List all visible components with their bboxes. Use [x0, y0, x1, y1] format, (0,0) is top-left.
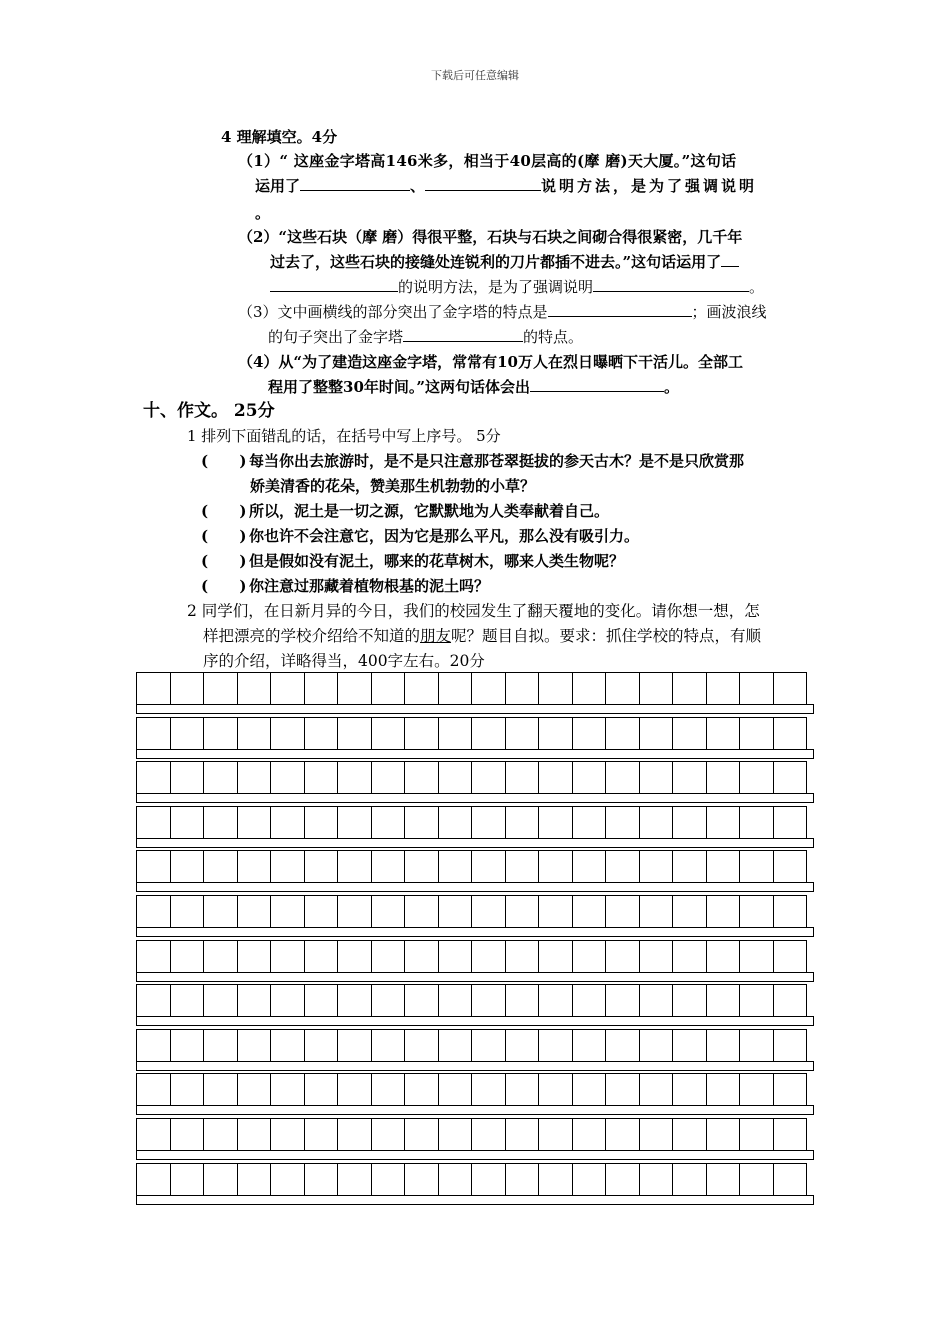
grid-cell[interactable]	[773, 806, 808, 839]
grid-cell[interactable]	[438, 717, 473, 750]
grid-cell[interactable]	[404, 1073, 439, 1106]
grid-cell[interactable]	[203, 850, 238, 883]
grid-cell[interactable]	[672, 850, 707, 883]
grid-row-separator	[136, 704, 814, 714]
grid-cell[interactable]	[505, 1118, 540, 1151]
grid-cell[interactable]	[538, 940, 573, 973]
grid-cell[interactable]	[739, 717, 774, 750]
grid-cell[interactable]	[505, 940, 540, 973]
grid-cell[interactable]	[639, 1118, 674, 1151]
grid-cell[interactable]	[538, 672, 573, 705]
grid-cell[interactable]	[337, 984, 372, 1017]
grid-cell[interactable]	[672, 806, 707, 839]
grid-cell[interactable]	[739, 1029, 774, 1062]
grid-cell[interactable]	[136, 850, 171, 883]
grid-cell[interactable]	[471, 806, 506, 839]
grid-cell[interactable]	[404, 895, 439, 928]
section-10-title: 十、作文。 25分	[143, 401, 275, 421]
q4-p4-line2: 程用了整整30年时间。”这两句话体会出 。	[268, 378, 680, 396]
answer-blank[interactable]	[721, 252, 739, 267]
list-item: ( ) 每当你出去旅游时，是不是只注意那苍翠挺拔的参天古木？是不是只欣赏那	[201, 452, 745, 470]
grid-cell[interactable]	[605, 1073, 640, 1106]
grid-cell[interactable]	[471, 850, 506, 883]
q4-p2-line2: 过去了，这些石块的接缝处连锐利的刀片都插不进去。”这句话运用了	[270, 252, 739, 272]
grid-cell[interactable]	[605, 717, 640, 750]
grid-cell[interactable]	[371, 806, 406, 839]
grid-cell[interactable]	[337, 940, 372, 973]
grid-cell[interactable]	[572, 984, 607, 1017]
grid-row-separator	[136, 838, 814, 848]
grid-cell[interactable]	[438, 1073, 473, 1106]
answer-blank[interactable]	[300, 176, 410, 191]
grid-row-separator	[136, 1195, 814, 1205]
grid-cell[interactable]	[337, 1029, 372, 1062]
q2-line2: 样把漂亮的学校介绍给不知道的朋友呢？题目自拟。要求：抓住学校的特点，有顺	[203, 627, 762, 645]
q1-title: 1 排列下面错乱的话，在括号中写上序号。 5分	[187, 427, 501, 445]
grid-cell[interactable]	[170, 984, 205, 1017]
grid-cell[interactable]	[136, 761, 171, 794]
grid-cell[interactable]	[505, 895, 540, 928]
grid-cell[interactable]	[639, 850, 674, 883]
grid-cell[interactable]	[237, 761, 272, 794]
grid-cell[interactable]	[371, 717, 406, 750]
grid-cell[interactable]	[605, 1118, 640, 1151]
grid-cell[interactable]	[639, 1029, 674, 1062]
grid-cell[interactable]	[170, 1029, 205, 1062]
grid-cell[interactable]	[136, 940, 171, 973]
q2-line1: 2 同学们，在日新月异的今日，我们的校园发生了翻天覆地的变化。请你想一想，怎	[187, 602, 760, 620]
order-bracket[interactable]: ( )	[201, 502, 247, 520]
grid-cell[interactable]	[739, 895, 774, 928]
grid-cell[interactable]	[237, 940, 272, 973]
grid-cell[interactable]	[538, 1029, 573, 1062]
grid-cell[interactable]	[672, 761, 707, 794]
grid-row-separator	[136, 1016, 814, 1026]
grid-cell[interactable]	[404, 984, 439, 1017]
grid-cell[interactable]	[505, 672, 540, 705]
grid-cell[interactable]	[371, 895, 406, 928]
grid-cell[interactable]	[605, 850, 640, 883]
grid-cell[interactable]	[672, 984, 707, 1017]
grid-cell[interactable]	[270, 672, 305, 705]
grid-cell[interactable]	[605, 1029, 640, 1062]
list-item: ( ) 你注意过那藏着植物根基的泥土吗？	[201, 577, 490, 595]
grid-cell[interactable]	[538, 1163, 573, 1196]
grid-cell[interactable]	[672, 717, 707, 750]
grid-cell[interactable]	[304, 1118, 339, 1151]
grid-cell[interactable]	[471, 1073, 506, 1106]
page-header: 下载后可任意编辑	[431, 69, 519, 82]
grid-cell[interactable]	[337, 761, 372, 794]
grid-cell[interactable]	[773, 1118, 808, 1151]
grid-cell[interactable]	[471, 717, 506, 750]
grid-cell[interactable]	[639, 806, 674, 839]
grid-cell[interactable]	[136, 895, 171, 928]
grid-cell[interactable]	[136, 1118, 171, 1151]
grid-cell[interactable]	[572, 1073, 607, 1106]
grid-cell[interactable]	[438, 761, 473, 794]
grid-cell[interactable]	[337, 850, 372, 883]
grid-cell[interactable]	[773, 940, 808, 973]
grid-cell[interactable]	[136, 717, 171, 750]
grid-cell[interactable]	[371, 1029, 406, 1062]
grid-cell[interactable]	[773, 761, 808, 794]
grid-row-separator	[136, 793, 814, 803]
grid-cell[interactable]	[203, 895, 238, 928]
grid-cell[interactable]	[538, 895, 573, 928]
grid-cell[interactable]	[438, 672, 473, 705]
grid-cell[interactable]	[304, 1029, 339, 1062]
grid-cell[interactable]	[471, 1163, 506, 1196]
q4-p3-line2: 的句子突出了金字塔 的特点。	[268, 328, 584, 346]
grid-cell[interactable]	[203, 1118, 238, 1151]
grid-cell[interactable]	[170, 1163, 205, 1196]
grid-cell[interactable]	[237, 672, 272, 705]
grid-cell[interactable]	[572, 806, 607, 839]
grid-cell[interactable]	[706, 850, 741, 883]
grid-cell[interactable]	[337, 672, 372, 705]
q4-p3-line1: （3）文中画横线的部分突出了金字塔的特点是 ；画波浪线	[238, 303, 767, 321]
grid-cell[interactable]	[270, 1118, 305, 1151]
grid-cell[interactable]	[538, 984, 573, 1017]
grid-cell[interactable]	[170, 895, 205, 928]
answer-blank[interactable]	[425, 176, 541, 191]
answer-blank[interactable]	[530, 377, 664, 392]
grid-cell[interactable]	[337, 1163, 372, 1196]
grid-cell[interactable]	[304, 761, 339, 794]
grid-row-separator	[136, 749, 814, 759]
composition-grid[interactable]	[136, 672, 814, 1209]
grid-cell[interactable]	[237, 1029, 272, 1062]
grid-cell[interactable]	[270, 1163, 305, 1196]
grid-cell[interactable]	[371, 1163, 406, 1196]
grid-cell[interactable]	[170, 850, 205, 883]
grid-cell[interactable]	[505, 1073, 540, 1106]
grid-cell[interactable]	[136, 984, 171, 1017]
grid-cell[interactable]	[404, 672, 439, 705]
grid-cell[interactable]	[572, 1029, 607, 1062]
grid-cell[interactable]	[739, 806, 774, 839]
grid-cell[interactable]	[404, 1029, 439, 1062]
grid-cell[interactable]	[237, 1163, 272, 1196]
order-bracket[interactable]: ( )	[201, 577, 247, 595]
grid-row-separator	[136, 927, 814, 937]
grid-cell[interactable]	[639, 940, 674, 973]
grid-row-separator	[136, 972, 814, 982]
grid-cell[interactable]	[203, 984, 238, 1017]
grid-cell[interactable]	[270, 850, 305, 883]
order-bracket[interactable]: ( )	[201, 527, 247, 545]
grid-cell[interactable]	[471, 940, 506, 973]
grid-cell[interactable]	[371, 1073, 406, 1106]
grid-cell[interactable]	[337, 1073, 372, 1106]
grid-cell[interactable]	[270, 984, 305, 1017]
grid-cell[interactable]	[739, 940, 774, 973]
grid-cell[interactable]	[538, 1073, 573, 1106]
grid-cell[interactable]	[203, 761, 238, 794]
grid-cell[interactable]	[572, 850, 607, 883]
grid-cell[interactable]	[605, 940, 640, 973]
grid-cell[interactable]	[773, 1163, 808, 1196]
grid-cell[interactable]	[605, 806, 640, 839]
grid-cell[interactable]	[438, 1029, 473, 1062]
grid-cell[interactable]	[773, 850, 808, 883]
grid-cell[interactable]	[136, 1163, 171, 1196]
grid-cell[interactable]	[773, 717, 808, 750]
grid-cell[interactable]	[505, 850, 540, 883]
grid-cell[interactable]	[706, 1029, 741, 1062]
order-bracket[interactable]: ( )	[201, 452, 247, 470]
grid-cell[interactable]	[136, 806, 171, 839]
grid-cell[interactable]	[438, 1163, 473, 1196]
grid-cell[interactable]	[404, 1118, 439, 1151]
grid-cell[interactable]	[706, 1073, 741, 1106]
grid-cell[interactable]	[538, 1118, 573, 1151]
grid-cell[interactable]	[404, 806, 439, 839]
grid-cell[interactable]	[304, 850, 339, 883]
grid-cell[interactable]	[773, 1029, 808, 1062]
grid-cell[interactable]	[203, 1163, 238, 1196]
grid-cell[interactable]	[773, 895, 808, 928]
grid-cell[interactable]	[773, 984, 808, 1017]
grid-cell[interactable]	[538, 806, 573, 839]
grid-row-separator	[136, 1150, 814, 1160]
grid-cell[interactable]	[304, 984, 339, 1017]
grid-cell[interactable]	[706, 717, 741, 750]
grid-cell[interactable]	[136, 1029, 171, 1062]
grid-cell[interactable]	[572, 1163, 607, 1196]
grid-cell[interactable]	[672, 1029, 707, 1062]
answer-blank[interactable]	[548, 302, 692, 317]
grid-cell[interactable]	[639, 984, 674, 1017]
grid-cell[interactable]	[404, 850, 439, 883]
q4-p1-line3: 。	[255, 204, 271, 222]
grid-cell[interactable]	[706, 895, 741, 928]
grid-cell[interactable]	[739, 761, 774, 794]
grid-cell[interactable]	[739, 672, 774, 705]
list-item-continuation: 娇美清香的花朵，赞美那生机勃勃的小草？	[250, 477, 536, 495]
grid-cell[interactable]	[739, 1163, 774, 1196]
grid-cell[interactable]	[304, 806, 339, 839]
grid-cell[interactable]	[739, 984, 774, 1017]
grid-cell[interactable]	[706, 984, 741, 1017]
grid-cell[interactable]	[639, 761, 674, 794]
grid-cell[interactable]	[270, 940, 305, 973]
grid-cell[interactable]	[203, 1073, 238, 1106]
grid-cell[interactable]	[438, 984, 473, 1017]
grid-cell[interactable]	[337, 806, 372, 839]
grid-cell[interactable]	[639, 672, 674, 705]
grid-cell[interactable]	[605, 672, 640, 705]
grid-cell[interactable]	[337, 717, 372, 750]
grid-cell[interactable]	[471, 984, 506, 1017]
grid-cell[interactable]	[371, 761, 406, 794]
grid-cell[interactable]	[672, 672, 707, 705]
grid-cell[interactable]	[304, 717, 339, 750]
grid-cell[interactable]	[605, 1163, 640, 1196]
grid-cell[interactable]	[203, 940, 238, 973]
grid-cell[interactable]	[672, 1118, 707, 1151]
grid-cell[interactable]	[237, 717, 272, 750]
grid-cell[interactable]	[371, 1118, 406, 1151]
grid-cell[interactable]	[672, 895, 707, 928]
grid-cell[interactable]	[672, 1073, 707, 1106]
grid-cell[interactable]	[672, 1163, 707, 1196]
grid-cell[interactable]	[438, 895, 473, 928]
grid-cell[interactable]	[404, 717, 439, 750]
grid-cell[interactable]	[404, 761, 439, 794]
grid-cell[interactable]	[203, 1029, 238, 1062]
grid-cell[interactable]	[538, 761, 573, 794]
grid-cell[interactable]	[639, 895, 674, 928]
grid-cell[interactable]	[739, 1073, 774, 1106]
grid-cell[interactable]	[538, 717, 573, 750]
grid-cell[interactable]	[170, 672, 205, 705]
answer-blank[interactable]	[593, 277, 749, 292]
grid-cell[interactable]	[270, 895, 305, 928]
grid-cell[interactable]	[572, 761, 607, 794]
grid-cell[interactable]	[605, 984, 640, 1017]
list-item: ( ) 但是假如没有泥土，哪来的花草树木，哪来人类生物呢？	[201, 552, 625, 570]
grid-cell[interactable]	[572, 672, 607, 705]
q4-p4-line1: （4）从“为了建造这座金字塔，常常有10万人在烈日曝晒下干活儿。全部工	[238, 353, 743, 371]
grid-cell[interactable]	[505, 984, 540, 1017]
grid-cell[interactable]	[337, 895, 372, 928]
grid-cell[interactable]	[706, 1163, 741, 1196]
grid-cell[interactable]	[270, 1029, 305, 1062]
grid-cell[interactable]	[471, 761, 506, 794]
grid-cell[interactable]	[304, 1073, 339, 1106]
q4-p2-line3: 的说明方法，是为了强调说明 。	[270, 277, 764, 297]
list-item: ( ) 所以，泥土是一切之源，它默默地为人类奉献着自己。	[201, 502, 610, 520]
grid-cell[interactable]	[605, 895, 640, 928]
grid-cell[interactable]	[505, 761, 540, 794]
q4-p1-line2: 运用了 、 说明方法，是为了强调说明	[255, 177, 758, 195]
grid-cell[interactable]	[438, 940, 473, 973]
grid-cell[interactable]	[572, 940, 607, 973]
grid-cell[interactable]	[371, 672, 406, 705]
grid-cell[interactable]	[237, 895, 272, 928]
grid-cell[interactable]	[739, 1118, 774, 1151]
answer-blank[interactable]	[403, 327, 523, 342]
grid-cell[interactable]	[203, 717, 238, 750]
grid-cell[interactable]	[471, 672, 506, 705]
q4-p2-line1: （2）“这些石块（摩 磨）得很平整，石块与石块之间砌合得很紧密，几千年	[238, 228, 743, 246]
q4-p1-line1: （1）“ 这座金字塔高146米多，相当于40层高的(摩 磨)天大厦。”这句话	[238, 152, 737, 170]
grid-cell[interactable]	[505, 1163, 540, 1196]
grid-cell[interactable]	[237, 1118, 272, 1151]
grid-cell[interactable]	[170, 1118, 205, 1151]
grid-row-separator	[136, 1061, 814, 1071]
grid-cell[interactable]	[237, 1073, 272, 1106]
grid-cell[interactable]	[572, 895, 607, 928]
grid-cell[interactable]	[371, 850, 406, 883]
grid-cell[interactable]	[773, 1073, 808, 1106]
grid-cell[interactable]	[471, 1118, 506, 1151]
grid-cell[interactable]	[270, 761, 305, 794]
grid-cell[interactable]	[538, 850, 573, 883]
grid-cell[interactable]	[706, 1118, 741, 1151]
grid-cell[interactable]	[404, 940, 439, 973]
grid-cell[interactable]	[706, 761, 741, 794]
grid-cell[interactable]	[438, 806, 473, 839]
grid-cell[interactable]	[136, 672, 171, 705]
grid-cell[interactable]	[706, 806, 741, 839]
grid-cell[interactable]	[237, 850, 272, 883]
grid-cell[interactable]	[572, 717, 607, 750]
grid-cell[interactable]	[203, 672, 238, 705]
grid-cell[interactable]	[304, 1163, 339, 1196]
grid-cell[interactable]	[639, 717, 674, 750]
grid-cell[interactable]	[739, 850, 774, 883]
grid-cell[interactable]	[471, 895, 506, 928]
grid-cell[interactable]	[371, 940, 406, 973]
grid-cell[interactable]	[672, 940, 707, 973]
grid-cell[interactable]	[136, 1073, 171, 1106]
grid-cell[interactable]	[572, 1118, 607, 1151]
grid-cell[interactable]	[170, 761, 205, 794]
grid-cell[interactable]	[605, 761, 640, 794]
grid-cell[interactable]	[170, 1073, 205, 1106]
grid-cell[interactable]	[639, 1073, 674, 1106]
grid-cell[interactable]	[203, 806, 238, 839]
q2-line3: 序的介绍，详略得当，400字左右。20分	[203, 652, 485, 670]
grid-cell[interactable]	[270, 717, 305, 750]
grid-cell[interactable]	[639, 1163, 674, 1196]
grid-cell[interactable]	[471, 1029, 506, 1062]
grid-cell[interactable]	[270, 806, 305, 839]
grid-cell[interactable]	[438, 850, 473, 883]
grid-row-separator	[136, 882, 814, 892]
grid-cell[interactable]	[505, 1029, 540, 1062]
list-item: ( ) 你也许不会注意它，因为它是那么平凡，那么没有吸引力。	[201, 527, 640, 545]
q4-title: 4 理解填空。4分	[221, 128, 338, 146]
grid-cell[interactable]	[706, 940, 741, 973]
grid-cell[interactable]	[371, 984, 406, 1017]
grid-cell[interactable]	[237, 984, 272, 1017]
grid-cell[interactable]	[304, 895, 339, 928]
grid-cell[interactable]	[438, 1118, 473, 1151]
grid-cell[interactable]	[170, 717, 205, 750]
grid-cell[interactable]	[706, 672, 741, 705]
grid-row-separator	[136, 1105, 814, 1115]
grid-cell[interactable]	[505, 806, 540, 839]
grid-cell[interactable]	[237, 806, 272, 839]
grid-cell[interactable]	[773, 672, 808, 705]
grid-cell[interactable]	[505, 717, 540, 750]
grid-cell[interactable]	[170, 806, 205, 839]
grid-cell[interactable]	[304, 672, 339, 705]
grid-cell[interactable]	[270, 1073, 305, 1106]
answer-blank[interactable]	[270, 277, 398, 292]
grid-cell[interactable]	[337, 1118, 372, 1151]
order-bracket[interactable]: ( )	[201, 552, 247, 570]
grid-cell[interactable]	[304, 940, 339, 973]
grid-cell[interactable]	[404, 1163, 439, 1196]
grid-cell[interactable]	[170, 940, 205, 973]
